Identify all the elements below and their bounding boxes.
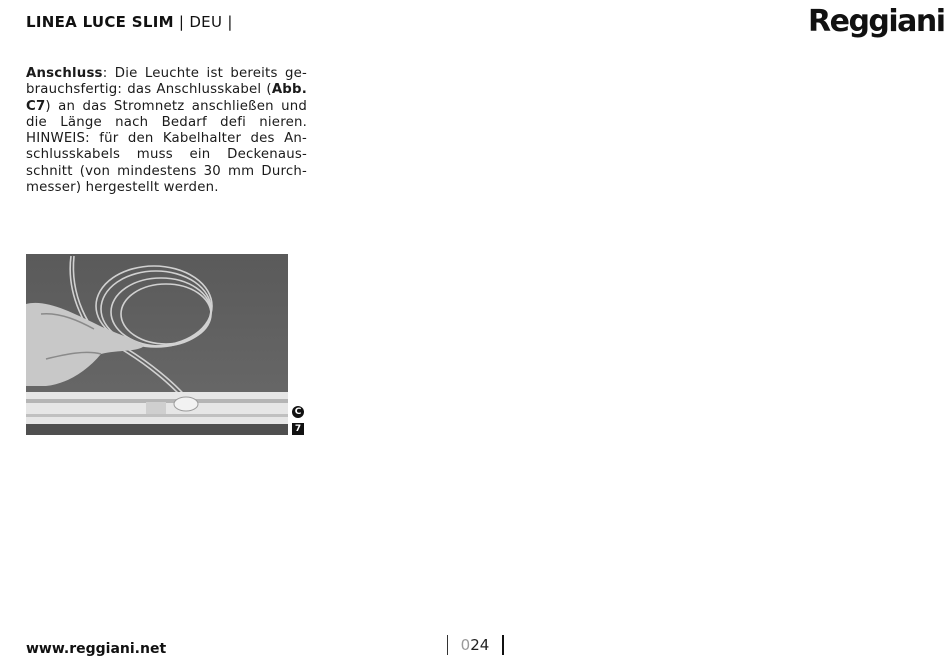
figure-number-badge: 7: [292, 423, 304, 435]
header-separator-end: |: [222, 13, 233, 31]
page-number-value: 24: [470, 636, 490, 654]
product-name: LINEA LUCE SLIM: [26, 13, 174, 31]
paragraph-part-1: : Die Leuchte ist bereits ge-brauchsfertig: das Anschlusskabel (: [26, 66, 307, 98]
installation-photo: [26, 254, 288, 435]
instruction-paragraph: [26, 66, 307, 196]
lead-term: Anschluss: [26, 66, 103, 81]
page-number: [447, 635, 504, 655]
figure-reference: Abb. C7: [26, 82, 307, 114]
language-code: DEU: [189, 13, 223, 31]
document-header: [26, 13, 233, 31]
reggiani-logo: Reggiani: [808, 4, 945, 39]
page-number-prefix: 0: [460, 636, 471, 654]
website-link[interactable]: www.reggiani.net: [26, 641, 167, 657]
paragraph-part-2: ) an das Stromnetz anschließen und die Länge nach Bedarf defi nieren. HINWEIS: für den Kabelhalter des An-schlusskabels muss ein Deckenaus-schnitt (von mindestens 30 mm Durch-messer) hergestellt werden.: [26, 98, 307, 196]
header-separator: |: [173, 13, 190, 31]
figure-letter-badge: C: [292, 406, 304, 418]
